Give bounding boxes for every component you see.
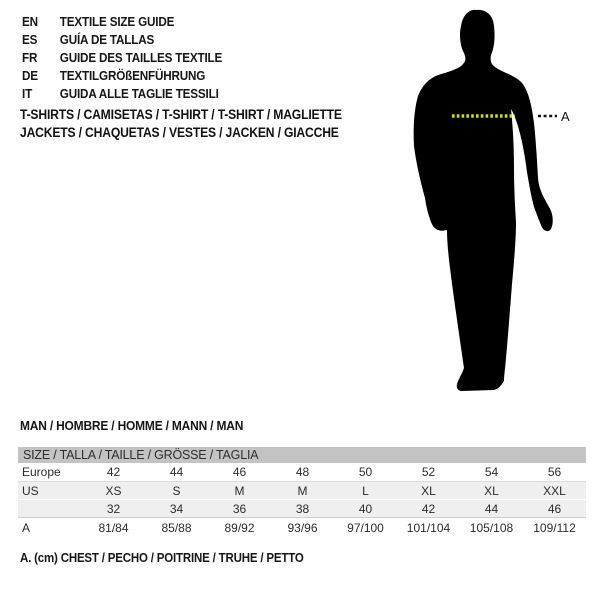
table-row: [18, 518, 586, 538]
size-value-cell: 46: [232, 465, 247, 479]
size-value-cell: 32: [82, 500, 145, 518]
man-silhouette: [414, 10, 553, 391]
size-value-cell: 109/112: [523, 518, 586, 538]
language-label: GUIDE DES TAILLES TEXTILE: [59, 49, 223, 65]
size-value-cell: 89/92: [208, 518, 271, 538]
product-line-tshirts: T-SHIRTS / CAMISETAS / T-SHIRT / T-SHIRT / MAGLIETTE: [20, 107, 342, 122]
size-value-cell: 34: [145, 500, 208, 518]
size-value-cell: 93/96: [271, 518, 334, 538]
language-row: [22, 66, 222, 84]
size-value-cell: M: [208, 482, 271, 500]
size-value-cell: L: [334, 482, 397, 500]
size-value-cell: 46: [523, 500, 586, 518]
size-value-cell: 97/100: [334, 518, 397, 538]
size-value-cell: 56: [547, 465, 562, 479]
language-row: [22, 12, 222, 30]
row-label: [18, 500, 82, 518]
size-value-cell: S: [145, 482, 208, 500]
size-table-header: SIZE / TALLA / TAILLE / GRÖSSE / TAGLIA: [18, 447, 586, 463]
size-table: [18, 447, 586, 537]
measure-label-a: A: [561, 109, 570, 124]
row-label: US: [18, 482, 82, 500]
size-value-cell: XXL: [523, 482, 586, 500]
language-list: [22, 12, 222, 102]
man-silhouette-figure: [400, 0, 600, 400]
size-table-header-row: [18, 447, 586, 463]
size-value-cell: 44: [169, 465, 184, 479]
size-value-cell: 81/84: [82, 518, 145, 538]
language-label: TEXTILGRÖßENFÜHRUNG: [59, 67, 206, 83]
table-row: [18, 463, 586, 482]
size-value-cell: 42: [106, 465, 121, 479]
size-value-cell: 105/108: [460, 518, 523, 538]
size-value-cell: 52: [421, 465, 436, 479]
language-label: TEXTILE SIZE GUIDE: [59, 13, 175, 29]
section-title: MAN / HOMBRE / HOMME / MANN / MAN: [20, 418, 244, 433]
product-lines: [20, 106, 342, 142]
size-value-cell: 85/88: [145, 518, 208, 538]
table-row: [18, 482, 586, 500]
language-row: [22, 30, 222, 48]
size-value-cell: 36: [208, 500, 271, 518]
language-label: GUIDA ALLE TAGLIE TESSILI: [59, 85, 219, 101]
row-label: Europe: [22, 465, 61, 479]
size-value-cell: 54: [484, 465, 499, 479]
language-code: IT: [22, 85, 33, 101]
size-value-cell: 44: [460, 500, 523, 518]
language-code: DE: [22, 67, 38, 83]
language-code: EN: [22, 13, 38, 29]
language-row: [22, 48, 222, 66]
size-value-cell: M: [271, 482, 334, 500]
language-row: [22, 84, 222, 102]
size-value-cell: 50: [358, 465, 373, 479]
size-value-cell: 40: [334, 500, 397, 518]
table-row: [18, 500, 586, 518]
size-value-cell: 48: [295, 465, 310, 479]
language-code: FR: [22, 49, 38, 65]
size-table-body: [18, 463, 586, 537]
language-code: ES: [22, 31, 38, 47]
size-value-cell: XS: [82, 482, 145, 500]
size-value-cell: XL: [397, 482, 460, 500]
language-label: GUÍA DE TALLAS: [59, 31, 155, 47]
product-line-jackets: JACKETS / CHAQUETAS / VESTES / JACKEN / GIACCHE: [20, 125, 339, 140]
size-value-cell: 38: [271, 500, 334, 518]
footnote: A. (cm) CHEST / PECHO / POITRINE / TRUHE / PETTO: [20, 551, 304, 565]
row-label: A: [18, 518, 82, 538]
size-value-cell: XL: [460, 482, 523, 500]
size-value-cell: 101/104: [397, 518, 460, 538]
size-value-cell: 42: [397, 500, 460, 518]
